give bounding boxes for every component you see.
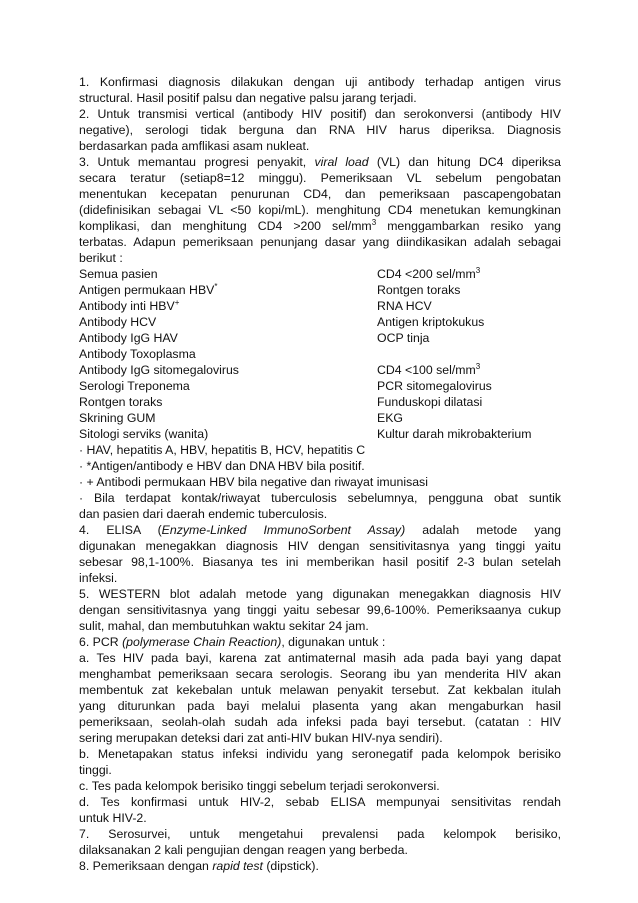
bullet-1: · HAV, hepatitis A, HBV, hepatitis B, HCV, hepatitis C [79, 443, 366, 457]
table-row-9-right: Funduskopi dilatasi [377, 395, 483, 409]
para-3-line-4: (didefinisikan sebagai VL <50 kopi/mL). menghitung CD4 menetukan kemungkinan [79, 203, 561, 217]
table-row-11-left: Sitologi serviks (wanita) [79, 427, 209, 441]
item-a-line-2: menghambat pemeriksaan secara serologis. Seorang ibu yan menderita HIV akan [79, 667, 561, 681]
table-row-3-right: RNA HCV [377, 299, 432, 313]
para-8-line-1: 8. Pemeriksaan dengan rapid test (dipstick). [79, 859, 319, 873]
bullet-4-line-1: · Bila terdapat kontak/riwayat tuberculosis sebelumnya, pengguna obat suntik [79, 491, 561, 505]
para-3-line-2: secara teratur (setiap8=12 minggu). Pemeriksaan VL sebelum pengobatan [79, 171, 561, 185]
table-row-10-right: EKG [377, 411, 403, 425]
para-1-line-2: structural. Hasil positif palsu dan negative palsu jarang terjadi. [79, 91, 417, 105]
para-4-line-4: infeksi. [79, 571, 118, 585]
item-b-line-1: b. Menetapakan status infeksi individu yang seronegatif pada kelompok berisiko [79, 747, 561, 761]
table-row-6-left: Antibody Toxoplasma [79, 347, 196, 361]
para-4-line-1: 4. ELISA (Enzyme-Linked ImmunoSorbent Assay) adalah metode yang [79, 523, 561, 537]
para-3-line-3: menentukan kecepatan penurunan CD4, dan pemeriksaan pascapengobatan [79, 187, 561, 201]
para-5-line-2: dengan sensitivitasnya yang tinggi yaitu sebesar 99,6-100%. Pemeriksaanya cukup [79, 603, 561, 617]
table-row-5-right: OCP tinja [377, 331, 430, 345]
bullet-4-line-2: dan pasien dari daerah endemic tuberculosis. [79, 507, 328, 521]
para-3-line-5-a: komplikasi, dan menghitung CD4 >200 sel/mm [79, 219, 372, 233]
table-row-3-left: Antibody inti HBV+ [79, 298, 180, 313]
item-d-line-2: untuk HIV-2. [79, 811, 147, 825]
table-row-7-right: CD4 <100 sel/$mm^3$ [377, 362, 481, 377]
para-3-line-5 [79, 218, 561, 234]
table-row-1-left: Semua pasien [79, 267, 158, 281]
item-b-line-2: tinggi. [79, 763, 112, 777]
table-row-11-right: Kultur darah mikrobakterium [377, 427, 532, 441]
rapid-test-term: rapid test [212, 859, 263, 873]
table-row-8-right: PCR sitomegalovirus [377, 379, 492, 393]
pcr-term: (polymerase Chain Reaction) [122, 635, 282, 649]
table-row-1-right: CD4 <200 sel/$mm^3$ [377, 266, 481, 281]
para-5-line-1: 5. WESTERN blot adalah metode yang digunakan menegakkan diagnosis HIV [79, 587, 561, 601]
para-3-line-1 [79, 154, 561, 170]
table-row-5-left: Antibody IgG HAV [79, 331, 178, 345]
para-4-line-3: sebesar 98,1-100%. Biasanya tes ini memberikan hasil positif 2-3 bulan setelah [79, 555, 561, 569]
table-row-10-left: Skrining GUM [79, 411, 156, 425]
item-a-line-5: pemeriksaan, seolah-olah sudah ada infeksi pada bayi tersebut. (catatan : HIV [79, 715, 561, 729]
para-7-line-2: dilaksanakan 2 kali pengujian dengan reagen yang berbeda. [79, 843, 408, 857]
viral-load-term: viral load [314, 155, 369, 169]
table-row-9-left: Rontgen toraks [79, 395, 163, 409]
table-row-4-right: Antigen kriptokukus [377, 315, 485, 329]
para-6-line-1: 6. PCR (polymerase Chain Reaction), digunakan untuk : [79, 635, 386, 649]
para-2-line-3: berdasarkan pada amflikasi asam nukleat. [79, 139, 310, 153]
para-2-line-1: 2. Untuk transmisi vertical (antibody HIV positif) dan serokonversi (antibody HIV [79, 107, 561, 121]
elisa-term: Enzyme-Linked ImmunoSorbent Assay) [161, 523, 406, 537]
table-row-2-right: Rontgen toraks [377, 283, 461, 297]
para-3-line-7: berikut : [79, 251, 123, 265]
item-a-line-6: sering merupakan deteksi dari zat anti-HIV bukan HIV-nya sendiri). [79, 731, 443, 745]
item-a-line-1: a. Tes HIV pada bayi, karena zat antimaternal masih ada pada bayi yang dapat [79, 651, 561, 665]
table-row-2-left: Antigen permukaan HBV* [79, 282, 218, 297]
item-a-line-3: membentuk zat kekebalan untuk melawan penyakit tersebut. Zat kekbalan itulah [79, 683, 561, 697]
item-a-line-4: yang diturunkan pada bayi melalui plasenta yang akan mengaburkan hasil [79, 699, 561, 713]
para-3-line-1-c: (VL) dan hitung DC4 diperiksa [376, 155, 562, 169]
para-3-line-6: terbatas. Adapun pemeriksaan penunjang dasar yang diindikasikan adalah sebagai [79, 235, 561, 249]
para-2-line-2: negative), serologi tidak berguna dan RNA HIV harus diperiksa. Diagnosis [79, 123, 561, 137]
table-row-7-left: Antibody IgG sitomegalovirus [79, 363, 239, 377]
superscript-3: 3 [371, 218, 377, 227]
table-row-8-left: Serologi Treponema [79, 379, 190, 393]
bullet-3: · + Antibodi permukaan HBV bila negative dan riwayat imunisasi [79, 475, 428, 489]
para-1-line-1: 1. Konfirmasi diagnosis dilakukan dengan uji antibody terhadap antigen virus [79, 75, 561, 89]
bullet-2: · *Antigen/antibody e HBV dan DNA HBV bila positif. [79, 459, 365, 473]
para-5-line-3: sulit, mahal, dan membutuhkan waktu sekitar 24 jam. [79, 619, 369, 633]
para-3-line-1-a: 3. Untuk memantau progresi penyakit, [79, 155, 307, 169]
para-4-line-2: digunakan menegakkan diagnosis HIV dengan sensitivitasnya yang tinggi yaitu [79, 539, 561, 553]
item-c-line-1: c. Tes pada kelompok berisiko tinggi sebelum terjadi serokonversi. [79, 779, 440, 793]
para-7-line-1: 7. Serosurvei, untuk mengetahui prevalensi pada kelompok berisiko, [79, 827, 561, 841]
table-row-4-left: Antibody HCV [79, 315, 157, 329]
item-d-line-1: d. Tes konfirmasi untuk HIV-2, sebab ELISA mempunyai sensitivitas rendah [79, 795, 561, 809]
para-3-line-5-b: menggambarkan resiko yang [387, 219, 561, 233]
